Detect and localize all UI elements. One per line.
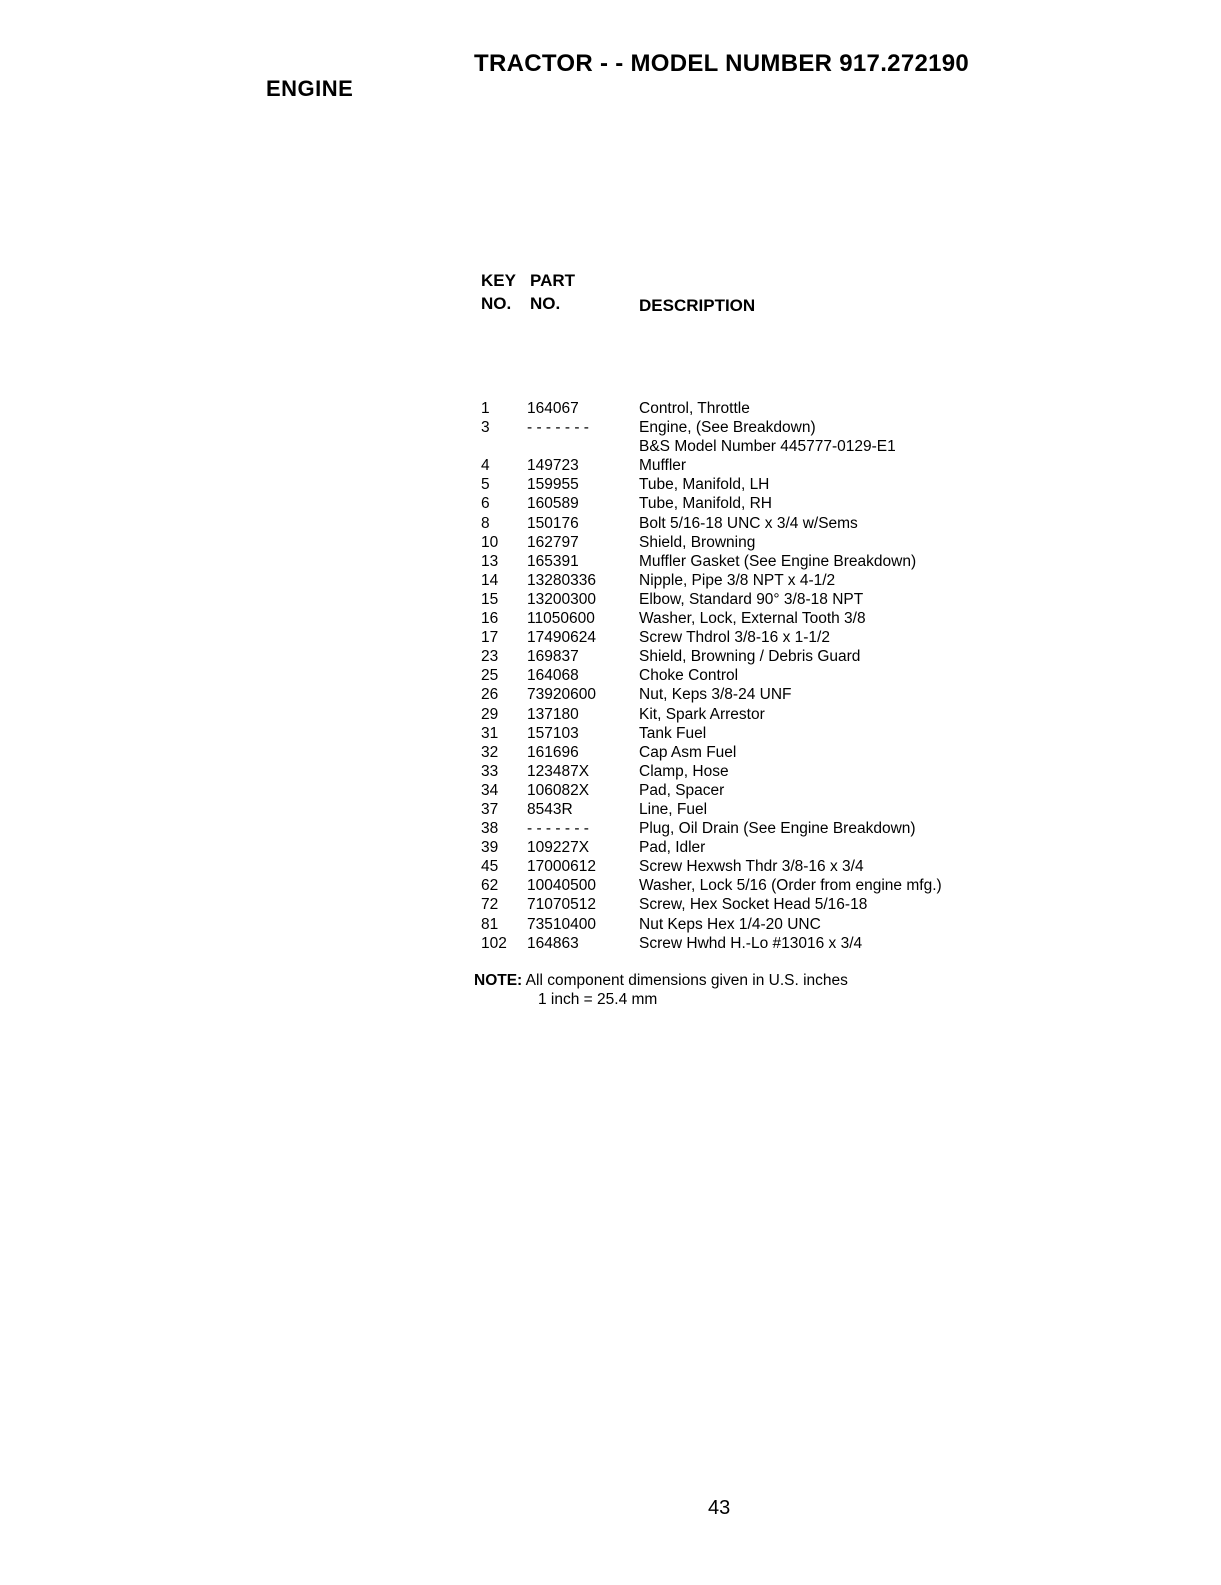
parts-list [481,270,1041,952]
description-cell: Washer, Lock, External Tooth 3/8 [639,610,866,628]
key-no-cell: 72 [481,896,499,914]
description-cell: Nipple, Pipe 3/8 NPT x 4-1/2 [639,571,836,589]
part-no-cell: 10040500 [527,877,596,895]
description-cell: Muffler [639,457,687,475]
table-row [481,418,1041,437]
table-row [481,895,1041,914]
key-no-cell: 17 [481,629,499,647]
part-no-cell: 159955 [527,476,579,494]
key-no-header-line1: KEY [481,271,516,290]
page-title: TRACTOR - - MODEL NUMBER 917.272190 [474,50,970,77]
table-row [481,857,1041,876]
table-row [481,915,1041,934]
description-cell: Screw Hwhd H.-Lo #13016 x 3/4 [639,934,863,952]
part-no-cell: 160589 [527,495,579,513]
key-no-cell: 14 [481,571,499,589]
part-no-cell: 169837 [527,648,579,666]
table-row [481,666,1041,685]
description-cell: Tank Fuel [639,724,707,742]
key-no-cell: 37 [481,800,499,818]
part-no-cell: 150176 [527,514,579,532]
key-no-cell: 29 [481,705,499,723]
description-cell: Kit, Spark Arrestor [639,705,765,723]
description-cell: B&S Model Number 445777-0129-E1 [639,438,896,456]
part-no-cell: 157103 [527,724,579,742]
table-row [481,571,1041,590]
note-label: NOTE: [474,972,523,989]
table-row [481,934,1041,953]
description-cell: Choke Control [639,667,739,685]
table-row [481,533,1041,552]
key-no-cell: 3 [481,419,490,437]
key-no-cell: 62 [481,877,499,895]
table-row [481,609,1041,628]
key-no-cell: 45 [481,858,499,876]
part-no-cell: 73510400 [527,915,596,933]
table-row [481,724,1041,743]
key-no-cell: 10 [481,533,499,551]
key-no-cell: 39 [481,839,499,857]
table-row [481,685,1041,704]
table-row [481,705,1041,724]
table-row [481,762,1041,781]
description-cell: Elbow, Standard 90° 3/8-18 NPT [639,590,864,608]
part-no-cell: 13280336 [527,571,596,589]
table-row [481,819,1041,838]
key-no-cell: 5 [481,476,490,494]
table-row [481,628,1041,647]
description-cell: Shield, Browning / Debris Guard [639,648,861,666]
part-no-cell: 71070512 [527,896,596,914]
part-no-cell: 162797 [527,533,579,551]
description-cell: Cap Asm Fuel [639,743,737,761]
key-no-cell: 32 [481,743,499,761]
page-number: 43 [708,1497,731,1519]
description-cell: Tube, Manifold, RH [639,495,772,513]
key-no-cell: 25 [481,667,499,685]
description-cell: Muffler Gasket (See Engine Breakdown) [639,552,917,570]
table-row [481,494,1041,513]
key-no-cell: 23 [481,648,499,666]
description-cell: Washer, Lock 5/16 (Order from engine mfg.) [639,877,942,895]
part-no-cell: - - - - - - - [527,419,589,437]
table-row [481,647,1041,666]
description-cell: Screw, Hex Socket Head 5/16-18 [639,896,868,914]
table-row [481,781,1041,800]
description-cell: Screw Hexwsh Thdr 3/8-16 x 3/4 [639,858,864,876]
key-no-cell: 34 [481,781,499,799]
description-cell: Screw Thdrol 3/8-16 x 1-1/2 [639,629,830,647]
key-no-cell: 16 [481,610,499,628]
table-row [481,456,1041,475]
description-cell: Plug, Oil Drain (See Engine Breakdown) [639,820,916,838]
table-row [481,838,1041,857]
parts-table-header [481,270,1041,396]
part-no-cell: 164068 [527,667,579,685]
parts-table-body [481,399,1041,953]
part-no-cell: 123487X [527,762,590,780]
part-no-cell: 165391 [527,552,579,570]
note-text: All component dimensions given in U.S. inches [525,972,848,989]
part-no-cell: - - - - - - - [527,820,589,838]
description-cell: Clamp, Hose [639,762,729,780]
part-no-cell: 8543R [527,800,573,818]
key-no-cell: 8 [481,514,490,532]
part-no-header-line1: PART [530,271,576,290]
key-no-cell: 4 [481,457,490,475]
key-no-cell: 31 [481,724,499,742]
table-row [481,876,1041,895]
table-row [481,475,1041,494]
part-no-cell: 106082X [527,781,590,799]
part-no-cell: 109227X [527,839,590,857]
part-no-cell: 17490624 [527,629,596,647]
description-cell: Pad, Spacer [639,781,725,799]
part-no-cell: 73920600 [527,686,596,704]
part-no-cell: 161696 [527,743,579,761]
key-no-cell: 1 [481,400,490,417]
part-no-cell: 149723 [527,457,579,475]
key-no-cell: 102 [481,934,507,952]
key-no-cell: 6 [481,495,490,513]
description-cell: Nut Keps Hex 1/4-20 UNC [639,915,821,933]
description-cell: Tube, Manifold, LH [639,476,770,494]
part-no-cell: 164067 [527,400,579,417]
note [474,971,848,990]
part-no-cell: 11050600 [527,610,595,628]
key-no-cell: 13 [481,552,499,570]
note-conversion: 1 inch = 25.4 mm [538,991,658,1008]
key-no-cell: 81 [481,915,499,933]
table-row [481,590,1041,609]
table-row [481,399,1041,418]
part-no-cell: 13200300 [527,590,596,608]
key-no-cell: 15 [481,590,499,608]
description-cell: Bolt 5/16-18 UNC x 3/4 w/Sems [639,514,858,532]
description-cell: Engine, (See Breakdown) [639,419,816,437]
part-no-cell: 137180 [527,705,579,723]
description-cell: Line, Fuel [639,800,708,818]
description-cell: Control, Throttle [639,400,750,417]
description-cell: Pad, Idler [639,839,706,857]
key-no-cell: 38 [481,820,499,838]
section-title: ENGINE [266,76,354,101]
table-row [481,743,1041,762]
key-no-header-line2: NO. [481,294,512,313]
description-cell: Nut, Keps 3/8-24 UNF [639,686,792,704]
table-row [481,552,1041,571]
part-no-header-line2: NO. [530,294,561,313]
description-cell: Shield, Browning [639,533,756,551]
table-row [481,514,1041,533]
part-no-cell: 164863 [527,934,579,952]
part-no-cell: 17000612 [527,858,596,876]
table-row [481,800,1041,819]
key-no-cell: 33 [481,762,499,780]
table-row [481,437,1041,456]
description-header: DESCRIPTION [639,296,756,315]
key-no-cell: 26 [481,686,499,704]
